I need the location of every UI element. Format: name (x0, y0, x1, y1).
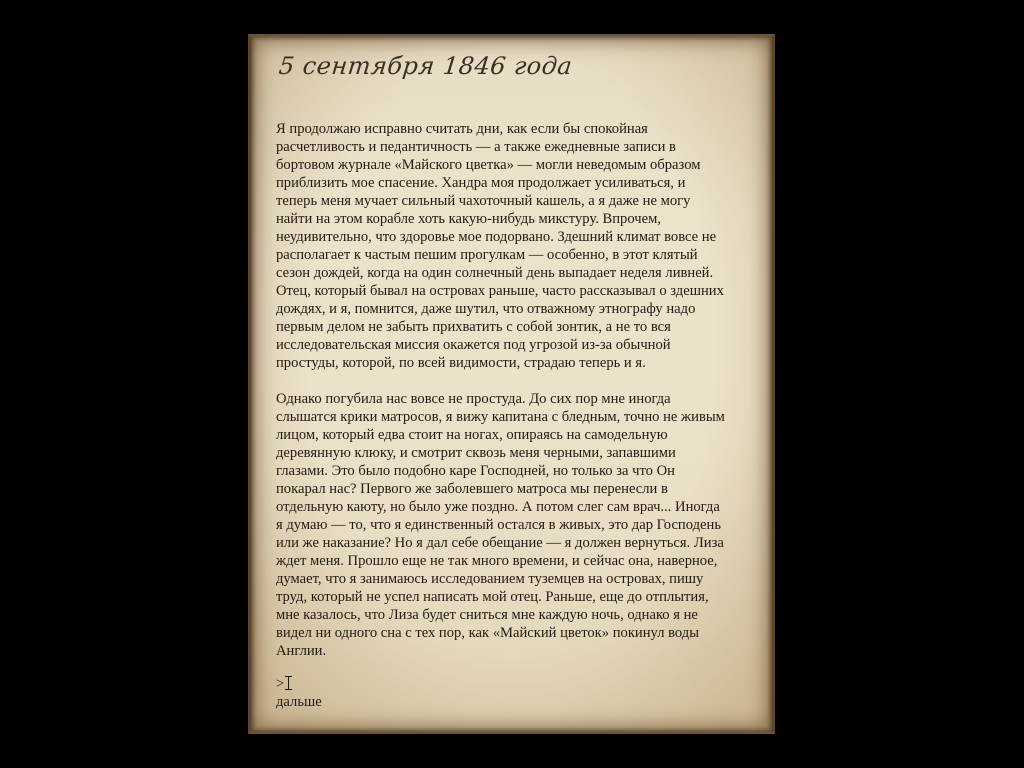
next-page-link[interactable]: дальше (276, 694, 322, 710)
journal-date-title: 5 сентября 1846 года (277, 52, 574, 80)
journal-paragraph-1: Я продолжаю исправно считать дни, как если бы спокойная расчетливость и педантичность — а также ежедневные записи в бортовом журнале «Майского цветка» — могли неведомым образом приблизить мое спасение. Хандра моя продолжает усиливаться, и теперь меня мучает сильный чахоточный кашель, а я даже не могу найти на этом корабле хоть какую-нибудь микстуру. Впрочем, неудивительно, что здоровье мое подорвано. Здешний климат вовсе не располагает к частым пешим прогулкам — особенно, в этот клятый сезон дождей, когда на один солнечный день выпадает неделя ливней. Отец, который бывал на островах раньше, часто рассказывал о здешних дождях, и я, помнится, даже шутил, что отважному этнографу надо первым делом не забыть прихватить с собой зонтик, а не то вся исследовательская миссия окажется под угрозой из-за обычной простуды, которой, по всей видимости, страдаю теперь и я. (276, 121, 724, 371)
command-prompt[interactable] (276, 675, 289, 693)
prompt-symbol: > (276, 676, 285, 692)
text-cursor-icon (288, 676, 289, 690)
journal-body (276, 120, 761, 678)
journal-paragraph-2: Однако погубила нас вовсе не простуда. До сих пор мне иногда слышатся крики матросов, я вижу капитана с бледным, точно не живым лицом, который едва стоит на ногах, опираясь на самодельную деревянную клюку, и смотрит сквозь меня черными, запавшими глазами. Это было подобно каре Господней, но только за что Он покарал нас? Первого же заболевшего матроса мы перенесли в отдельную каюту, но было уже поздно. А потом слег сам врач... Иногда я думаю — то, что я единственный остался в живых, это дар Господень или же наказание? Но я дал себе обещание — я должен вернуться. Лиза ждет меня. Прошло еще не так много времени, и сейчас она, наверное, думает, что я занимаюсь исследованием туземцев на островах, пишу труд, который не успел написать мой отец. Раньше, еще до отплытия, мне казалось, что Лиза будет сниться мне каждую ночь, однако я не видел ни одного сна с тех пор, как «Майский цветок» покинул воды Англии. (276, 391, 725, 659)
journal-page (248, 34, 775, 734)
